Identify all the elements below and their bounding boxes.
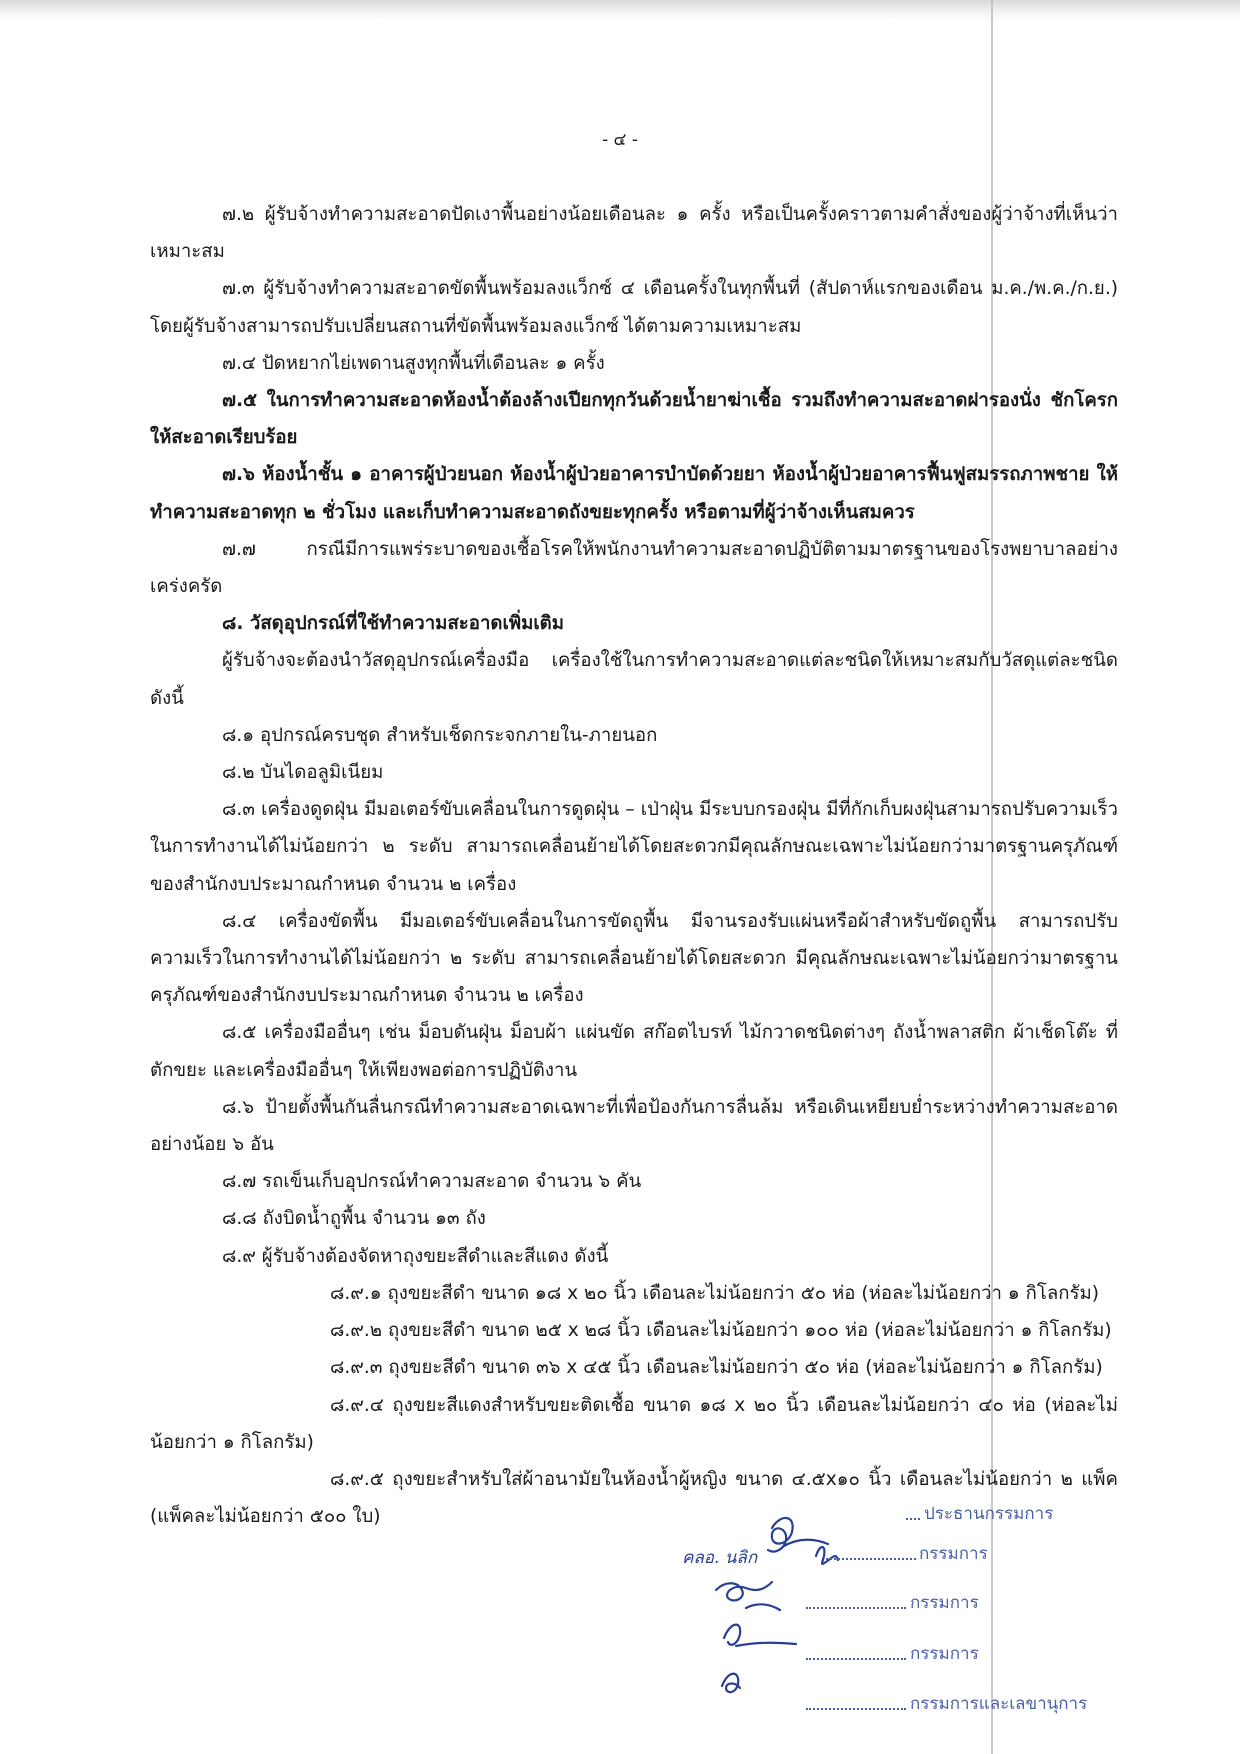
body-paragraph: ๘.๕ เครื่องมืออื่นๆ เช่น ม็อบดันฝุ่น ม็อบผ้า แผ่นขัด สก๊อตไบรท์ ไม้กวาดชนิดต่างๆ ถังน้ำพลาสติก ผ้าเช็ดโต๊ะ ที่ตักขยะ และเครื่องมืออื่นๆ ให้เพียงพอต่อการปฏิบัติงาน — [150, 1022, 1118, 1081]
body-paragraph: ๗.๒ ผู้รับจ้างทำความสะอาดปัดเงาพื้นอย่างน้อยเดือนละ ๑ ครั้ง หรือเป็นครั้งคราวตามคำสั่งของผู้ว่าจ้างที่เห็นว่าเหมาะสม — [150, 204, 1118, 263]
signature-line — [806, 1708, 906, 1710]
body-paragraph: ๘.๗ รถเข็นเก็บอุปกรณ์ทำความสะอาด จำนวน ๖ คัน — [222, 1171, 642, 1193]
signature-line — [906, 1518, 920, 1520]
body-paragraph: ๘.๙.๒ ถุงขยะสีดำ ขนาด ๒๕ x ๒๘ นิ้ว เดือนละไม่น้อยกว่า ๑๐๐ ห่อ (ห่อละไม่น้อยกว่า ๑ กิโลกรัม) — [330, 1320, 1112, 1342]
body-paragraph: ๘.๘ ถังบิดน้ำถูพื้น จำนวน ๑๓ ถัง — [222, 1208, 486, 1230]
page-number: - ๔ - — [602, 130, 638, 150]
signature-title-secretary: กรรมการและเลขานุการ — [910, 1694, 1088, 1714]
body-paragraph: ๘.๙ ผู้รับจ้างต้องจัดหาถุงขยะสีดำและสีแดง ดังนี้ — [222, 1245, 609, 1267]
signature-line — [806, 1658, 906, 1660]
body-paragraph: ๘.๒ บันไดอลูมิเนียม — [222, 762, 384, 784]
signature-block — [676, 1498, 1136, 1748]
signature-line — [806, 1607, 906, 1609]
signature-title-member: กรรมการ — [919, 1544, 988, 1564]
signature-title-member: กรรมการ — [910, 1593, 979, 1613]
body-paragraph: ๘.๙.๓ ถุงขยะสีดำ ขนาด ๓๖ x ๔๕ นิ้ว เดือนละไม่น้อยกว่า ๕๐ ห่อ (ห่อละไม่น้อยกว่า ๑ กิโลกรัม) — [330, 1357, 1103, 1379]
body-paragraph: ๘.๓ เครื่องดูดฝุ่น มีมอเตอร์ขับเคลื่อนในการดูดฝุ่น – เป่าฝุ่น มีระบบกรองฝุ่น มีที่กักเก็บผงฝุ่นสามารถปรับความเร็วในการทำงานได้ไม่น้อยกว่า ๒ ระดับ สามารถเคลื่อนย้ายได้โดยสะดวกมีคุณลักษณะเฉพาะไม่น้อยกว่ามาตรฐานครุภัณฑ์ของสำนักงบประมาณกำหนด จำนวน ๒ เครื่อง — [150, 799, 1118, 895]
body-paragraph: ๘.๖ ป้ายตั้งพื้นกันลื่นกรณีทำความสะอาดเฉพาะที่เพื่อป้องกันการลื่นล้ม หรือเดินเหยียบย่ำระหว่างทำความสะอาด อย่างน้อย ๖ อัน — [150, 1096, 1118, 1156]
section-heading-paragraph: ๗.๖ ห้องน้ำชั้น ๑ อาคารผู้ป่วยนอก ห้องน้ำผู้ป่วยอาคารบำบัดด้วยยา ห้องน้ำผู้ป่วยอาคารฟื้นฟูสมรรถภาพชาย ให้ทำความสะอาดทุก ๒ ชั่วโมง และเก็บทำความสะอาดถังขยะทุกครั้ง หรือตามที่ผู้ว่าจ้างเห็นสมควร — [150, 464, 1118, 523]
scan-edge — [0, 0, 1240, 22]
body-paragraph: ผู้รับจ้างจะต้องนำวัสดุอุปกรณ์เครื่องมือ เครื่องใช้ในการทำความสะอาดแต่ละชนิดให้เหมาะสมกับวัสดุแต่ละชนิด ดังนี้ — [150, 650, 1118, 709]
body-paragraph: ๗.๓ ผู้รับจ้างทำความสะอาดขัดพื้นพร้อมลงแว็กซ์ ๔ เดือนครั้งในทุกพื้นที่ (สัปดาห์แรกของเดือน ม.ค./พ.ค./ก.ย.) โดยผู้รับจ้างสามารถปรับเปลี่ยนสถานที่ขัดพื้นพร้อมลงแว็กซ์ ได้ตามความเหมาะสม — [150, 278, 1118, 337]
signature-title-member: กรรมการ — [910, 1644, 979, 1664]
body-paragraph: ๘.๙.๔ ถุงขยะสีแดงสำหรับขยะติดเชื้อ ขนาด ๑๘ x ๒๐ นิ้ว เดือนละไม่น้อยกว่า ๔๐ ห่อ (ห่อละไม่น้อยกว่า ๑ กิโลกรัม) — [150, 1394, 1118, 1453]
body-paragraph: ๗.๗ กรณีมีการแพร่ระบาดของเชื้อโรคให้พนักงานทำความสะอาดปฏิบัติตามมาตรฐานของโรงพยาบาลอย่างเคร่งครัด — [150, 538, 1118, 598]
body-paragraph: ๗.๔ ปัดหยากไย่เพดานสูงทุกพื้นที่เดือนละ ๑ ครั้ง — [222, 352, 605, 374]
body-paragraph: ๘.๙.๕ ถุงขยะสำหรับใส่ผ้าอนามัยในห้องน้ำผู้หญิง ขนาด ๔.๕x๑๐ นิ้ว เดือนละไม่น้อยกว่า ๒ แพ็ค (แพ็คละไม่น้อยกว่า ๕๐๐ ใบ) — [150, 1468, 1118, 1528]
body-paragraph: ๘.๔ เครื่องขัดพื้น มีมอเตอร์ขับเคลื่อนในการขัดถูพื้น มีจานรองรับแผ่นหรือผ้าสำหรับขัดถูพื้น สามารถปรับความเร็วในการทำงานได้ไม่น้อยกว่า ๒ ระดับ สามารถเคลื่อนย้ายได้โดยสะดวก มีคุณลักษณะเฉพาะไม่น้อยกว่ามาตรฐานครุภัณฑ์ของสำนักงบประมาณกำหนด จำนวน ๒ เครื่อง — [150, 910, 1118, 1007]
signature-title-chairman: ประธานกรรมการ — [924, 1504, 1054, 1524]
section-heading-paragraph: ๘. วัสดุอุปกรณ์ที่ใช้ทำความสะอาดเพิ่มเติม — [222, 613, 565, 635]
section-heading-paragraph: ๗.๕ ในการทำความสะอาดห้องน้ำต้องล้างเปียกทุกวันด้วยน้ำยาฆ่าเชื้อ รวมถึงทำความสะอาดฝารองนั่ง ชักโครกให้สะอาดเรียบร้อย — [150, 390, 1118, 449]
handwritten-name: คลอ. นลิก — [682, 1548, 758, 1568]
body-paragraph: ๘.๙.๑ ถุงขยะสีดำ ขนาด ๑๘ x ๒๐ นิ้ว เดือนละไม่น้อยกว่า ๕๐ ห่อ (ห่อละไม่น้อยกว่า ๑ กิโลกรัม) — [330, 1282, 1099, 1304]
document-body — [150, 196, 1118, 1535]
signature-line — [826, 1558, 916, 1560]
body-paragraph: ๘.๑ อุปกรณ์ครบชุด สำหรับเช็ดกระจกภายใน-ภายนอก — [222, 724, 658, 746]
